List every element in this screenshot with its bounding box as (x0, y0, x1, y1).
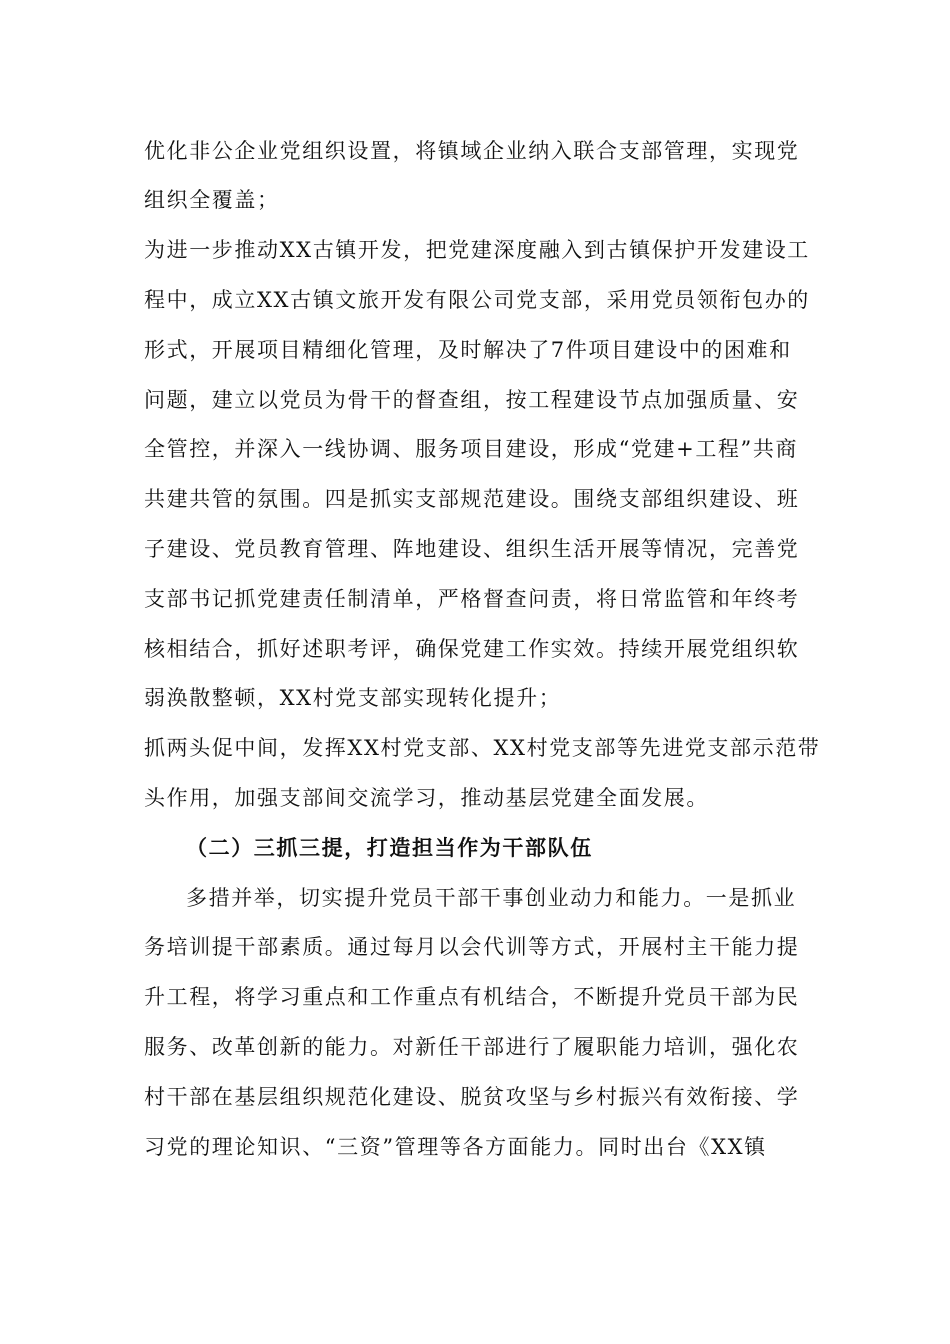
body-text-line: 组织全覆盖； (144, 188, 280, 212)
body-text-line: 升工程，将学习重点和工作重点有机结合，不断提升党员干部为民 (144, 985, 800, 1009)
body-text-line: 全管控，并深入一线协调、服务项目建设，形成“党建+工程”共商 (144, 437, 799, 461)
body-text-line: 抓两头促中间，发挥XX村党支部、XX村党支部等先进党支部示范带 (144, 736, 821, 760)
body-text-line: 服务、改革创新的能力。对新任干部进行了履职能力培训，强化农 (144, 1035, 800, 1059)
body-text-line: 多措并举，切实提升党员干部干事创业动力和能力。一是抓业 (186, 886, 797, 910)
body-text-line: 支部书记抓党建责任制清单，严格督查问责，将日常监管和年终考 (144, 587, 800, 611)
section-heading: （二）三抓三提，打造担当作为干部队伍 (186, 835, 593, 860)
body-text-line: 为进一步推动XX古镇开发，把党建深度融入到古镇保护开发建设工 (144, 238, 810, 262)
body-text-line: 务培训提干部素质。通过每月以会代训等方式，开展村主干能力提 (144, 935, 800, 959)
body-text-line: 问题，建立以党员为骨干的督查组，按工程建设节点加强质量、安 (144, 388, 800, 412)
body-text-line: 形式，开展项目精细化管理，及时解决了7件项目建设中的困难和 (144, 338, 792, 362)
body-text-line: 核相结合，抓好述职考评，确保党建工作实效。持续开展党组织软 (144, 637, 800, 661)
body-text-line: 共建共管的氛围。四是抓实支部规范建设。围绕支部组织建设、班 (144, 487, 800, 511)
body-text-line: 头作用，加强支部间交流学习，推动基层党建全面发展。 (144, 786, 709, 810)
body-text-line: 优化非公企业党组织设置，将镇域企业纳入联合支部管理，实现党 (144, 139, 800, 163)
body-text-line: 程中，成立XX古镇文旅开发有限公司党支部，采用党员领衔包办的 (144, 288, 810, 312)
body-text-line: 村干部在基层组织规范化建设、脱贫攻坚与乡村振兴有效衔接、学 (144, 1085, 800, 1109)
body-text-line: 子建设、党员教育管理、阵地建设、组织生活开展等情况，完善党 (144, 537, 800, 561)
body-text-line: 习党的理论知识、“三资”管理等各方面能力。同时出台《XX镇 (144, 1135, 767, 1159)
body-text-line: 弱涣散整顿，XX村党支部实现转化提升； (144, 686, 562, 710)
